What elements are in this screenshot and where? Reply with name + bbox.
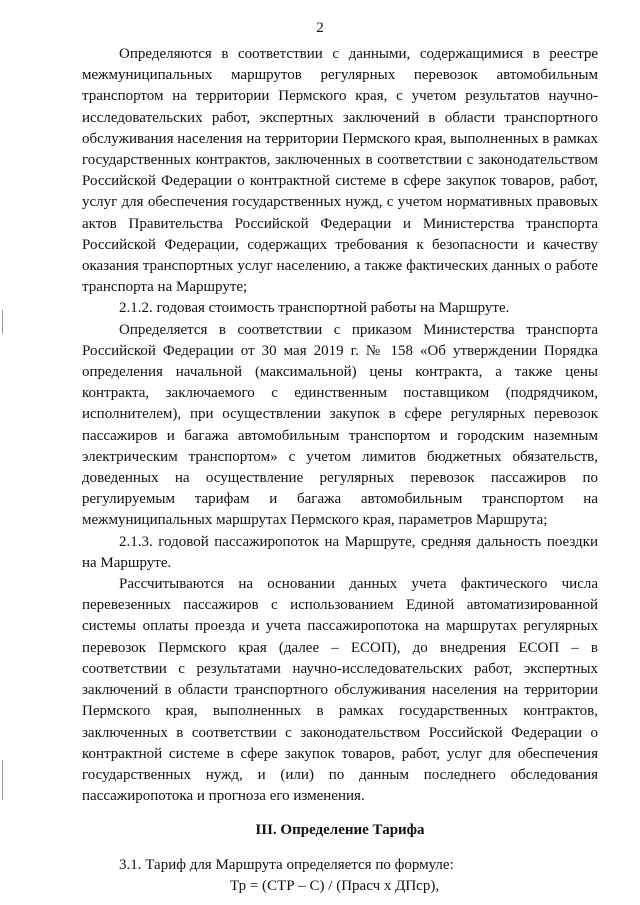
paragraph-clause-3-1: 3.1. Тариф для Маршрута определяется по формуле: — [119, 856, 454, 873]
tariff-formula: Тр = (СТР – С) / (Прасч х ДПср), — [230, 877, 440, 894]
paragraph-passenger-flow: Рассчитываются на основании данных учета фактического числа перевезенных пассажиров с использованием Единой автоматизированной системы оплаты проезда и учета пассажиропотока на маршрутах регулярных перевозок Пермского края (далее – ЕСОП), до внедрения ЕСОП – в соответствии с результатами научно-исследовательских работ, экспертных заключений в области транспортного обслуживания населения на территории Пермского края, выполненных в рамках государственных контрактов, заключенных в соответствии с законодательством Российской Федерации о контрактной системе в сфере закупок товаров, работ, услуг для обеспечения государственных нужд, и (или) по данным последнего обследования пассажиропотока и прогноза его изменения. — [82, 576, 598, 805]
document-body — [82, 44, 598, 897]
page-number: 2 — [316, 20, 324, 36]
scan-edge-mark — [2, 760, 3, 800]
paragraph-passenger-data: Определяются в соответствии с данными, содержащимися в реестре межмуниципальных маршрутов регулярных перевозок автомобильным транспортом на территории Пермского края, с учетом результатов научно-исследовательских работ, экспертных заключений в области транспортного обслуживания населения на территории Пермского края, выполненных в рамках государственных контрактов, заключенных в соответствии с законодательством Российской Федерации о контрактной системе в сфере закупок товаров, работ, услуг для обеспечения государственных нужд, с учетом нормативных правовых актов Правительства Российской Федерации и Министерства транспорта Российской Федерации, содержащих требования к безопасности и качеству оказания транспортных услуг населению, а также фактических данных о работе транспорта на Маршруте; — [82, 46, 598, 296]
scan-edge-mark — [2, 310, 3, 334]
paragraph-clause-2-1-3: 2.1.3. годовой пассажиропоток на Маршруте, средняя дальность поездки на Маршруте. — [82, 533, 598, 571]
section-heading: III. Определение Тарифа — [255, 822, 425, 839]
paragraph-transport-cost: Определяется в соответствии с приказом Министерства транспорта Российской Федерации от 30 мая 2019 г. № 158 «Об утверждении Порядка определения начальной (максимальной) цены контракта, а также цены контракта, заключаемого с единственным поставщиком (подрядчиком, исполнителем), при осуществлении закупок в сфере регулярных перевозок пассажиров и багажа автомобильным транспортом и городским наземным электрическим транспортом» с учетом лимитов бюджетных обязательств, доведенных на осуществление регулярных перевозок пассажиров по регулируемым тарифам и багажа автомобильным транспортом на межмуниципальных маршрутах Пермского края, параметров Маршрута; — [82, 321, 598, 529]
paragraph-clause-2-1-2: 2.1.2. годовая стоимость транспортной работы на Маршруте. — [119, 300, 510, 317]
